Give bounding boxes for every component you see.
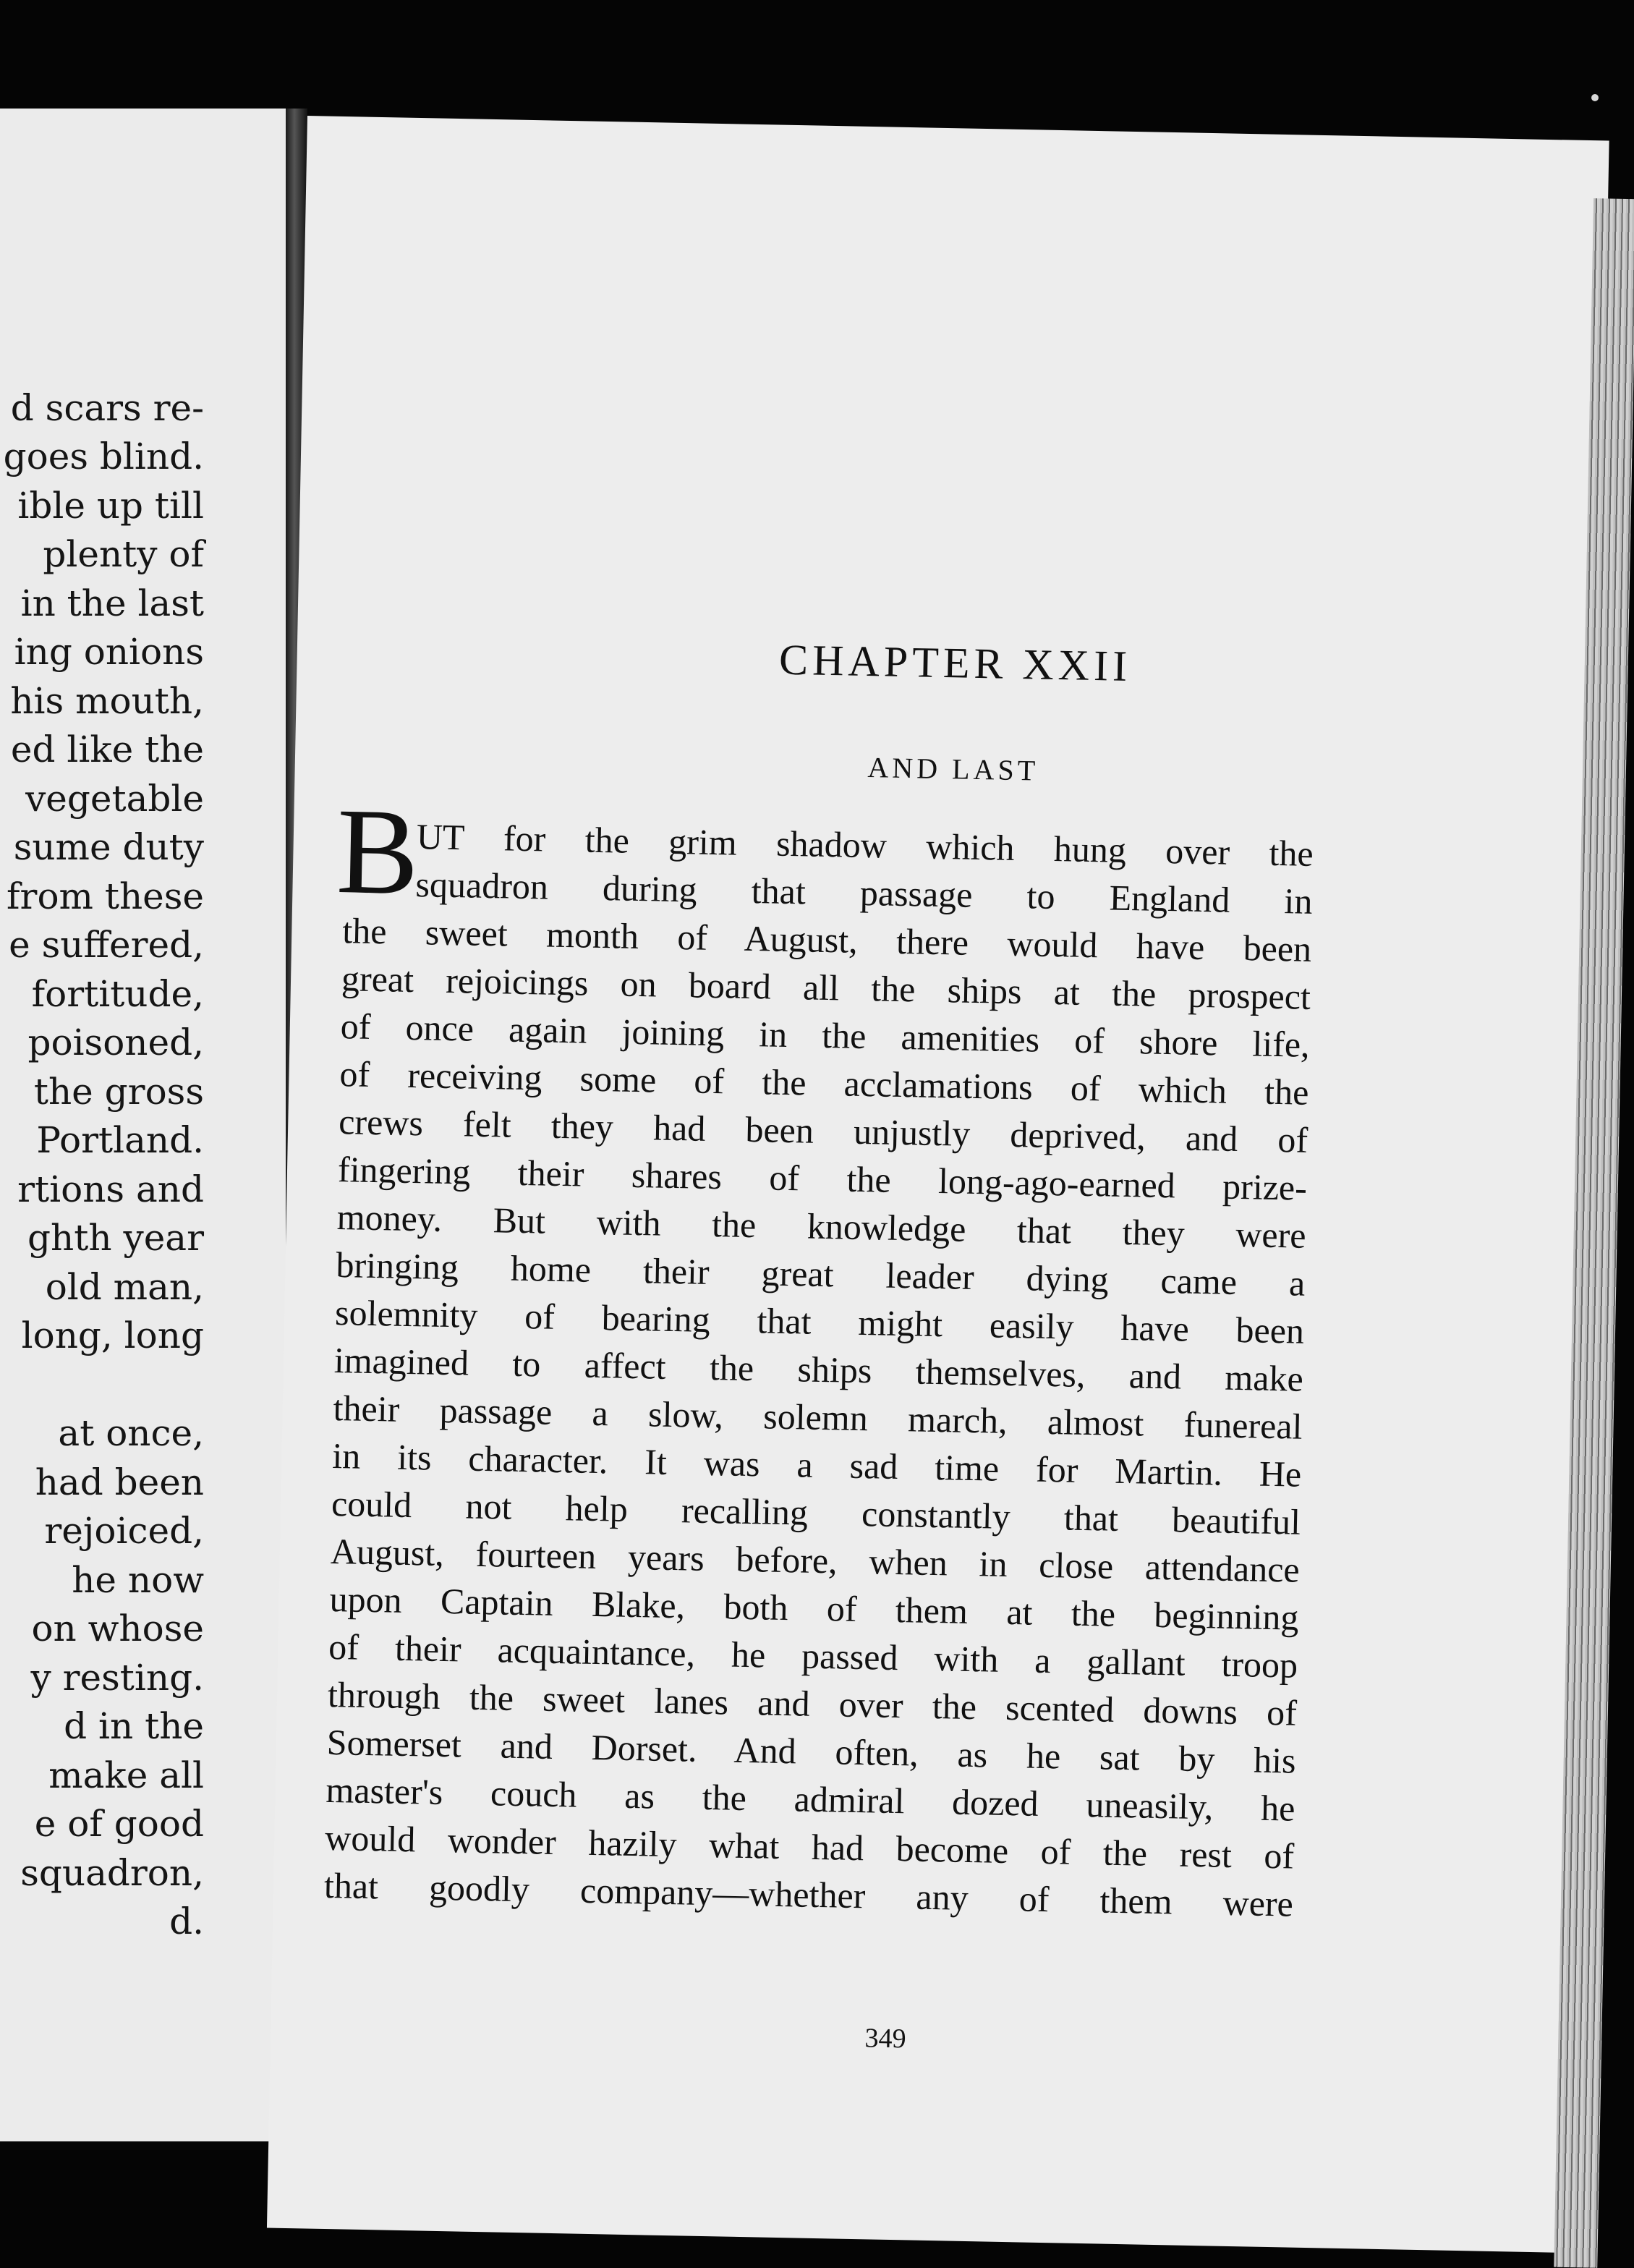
body-text-line: their passage a slow, solemn march, almost funereal	[333, 1388, 1303, 1447]
left-page-line: rejoiced,	[44, 1510, 204, 1552]
body-text-line: of their acquaintance, he passed with a gallant troop	[328, 1626, 1298, 1686]
body-text-line: master's couch as the admiral dozed uneasily, he	[325, 1769, 1295, 1829]
left-page-line: in the last	[20, 582, 204, 624]
left-page-line: d.	[169, 1900, 204, 1942]
left-page-line: his mouth,	[10, 680, 204, 722]
body-text-line: through the sweet lanes and over the scented downs of	[327, 1673, 1298, 1733]
body-text-line: great rejoicings on board all the ships at the prospect	[341, 958, 1311, 1017]
body-text-line: in its character. It was a sad time for Martin. He	[331, 1435, 1302, 1495]
left-page-line: e of good	[34, 1803, 204, 1845]
right-page	[267, 116, 1609, 2253]
left-page-line: goes blind.	[3, 436, 204, 477]
body-text-line: that goodly company—whether any of them were	[323, 1864, 1294, 1924]
body-text-line: UT for the grim shadow which hung over the	[416, 816, 1314, 874]
body-text-line: bringing home their great leader dying came a	[335, 1244, 1306, 1304]
body-text-line: fingering their shares of the long-ago-earned prize-	[337, 1149, 1308, 1208]
body-text-line: squadron during that passage to England in	[415, 864, 1313, 922]
body-text-line: the sweet month of August, there would have been	[341, 910, 1312, 969]
left-page-line: vegetable	[25, 778, 204, 820]
drop-cap: B	[335, 782, 420, 921]
left-page-line: e suffered,	[9, 924, 204, 966]
left-page-line: the gross	[33, 1071, 204, 1113]
chapter-subtitle: AND LAST	[867, 751, 1039, 787]
body-text-line: Somerset and Dorset. And often, as he sat by his	[326, 1721, 1297, 1781]
left-page-line: Portland.	[36, 1119, 204, 1161]
left-page-line: squadron,	[20, 1852, 204, 1894]
left-page-line: from these	[7, 875, 204, 917]
page-number: 349	[864, 2023, 907, 2055]
body-text-line: of receiving some of the acclamations of which the	[339, 1053, 1309, 1113]
left-page-line: at once,	[58, 1412, 204, 1454]
left-page-line: ed like the	[10, 729, 204, 770]
left-page-line: on whose	[31, 1607, 204, 1649]
left-page-line: y resting.	[30, 1657, 204, 1699]
page-edge-stack	[1554, 198, 1634, 2268]
left-page-line: sume duty	[13, 826, 204, 868]
left-page-line: plenty of	[43, 533, 204, 575]
body-text-line: would wonder hazily what had become of the rest of	[324, 1817, 1295, 1877]
body-text-line: money. But with the knowledge that they were	[336, 1197, 1307, 1256]
left-page-line: d in the	[64, 1705, 204, 1747]
body-text-line: crews felt they had been unjustly deprived, and of	[338, 1101, 1309, 1160]
left-page-line: long, long	[21, 1314, 204, 1356]
body-text-line: upon Captain Blake, both of them at the beginning	[329, 1578, 1299, 1638]
left-page-line: ing onions	[14, 631, 204, 673]
left-page-line: make all	[48, 1754, 204, 1796]
chapter-title: CHAPTER XXII	[778, 635, 1132, 691]
body-text-line: could not help recalling constantly that beautiful	[331, 1482, 1301, 1542]
body-text-line: of once again joining in the amenities of shore life,	[340, 1006, 1311, 1065]
left-page-line: ghth year	[27, 1217, 204, 1259]
left-page-line: fortitude,	[31, 973, 204, 1015]
left-page-line: rtions and	[17, 1168, 204, 1210]
left-page-line: he now	[72, 1559, 204, 1601]
body-text-line: imagined to affect the ships themselves, and make	[333, 1340, 1304, 1399]
left-page-line: ible up till	[17, 485, 204, 527]
left-page	[0, 109, 289, 2141]
left-page-line: old man,	[45, 1266, 204, 1308]
body-text-line: solemnity of bearing that might easily have been	[334, 1292, 1305, 1351]
body-text-line: August, fourteen years before, when in close attendance	[330, 1530, 1301, 1590]
left-page-line: had been	[35, 1461, 204, 1503]
left-page-line: poisoned,	[27, 1022, 204, 1063]
left-page-line: d scars re-	[10, 387, 204, 429]
scan-dust-speck	[1591, 94, 1599, 101]
